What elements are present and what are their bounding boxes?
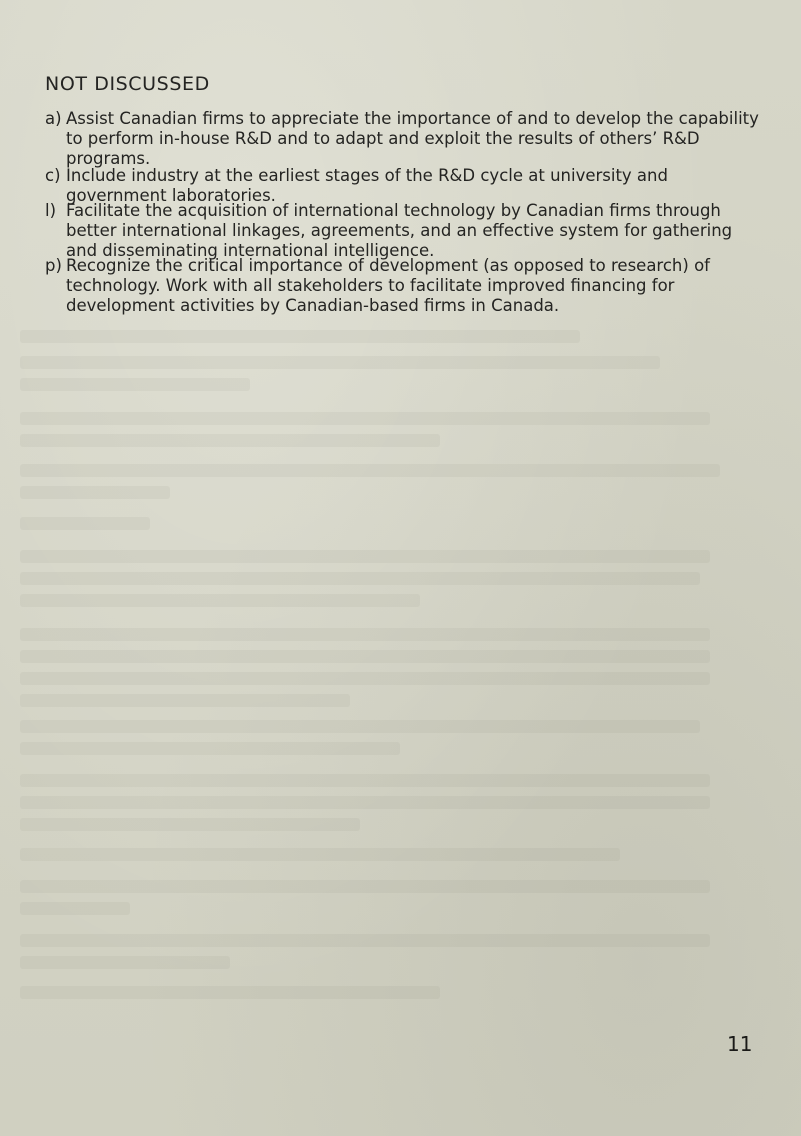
bleed-through-line [20,848,620,861]
bleed-through-line [20,572,700,585]
list-item-marker: a) [45,109,62,128]
list-item-text: Assist Canadian firms to appreciate the importance of and to develop the capability to perform in-house R&D and to adapt and exploit the results of others’ R&D programs. [66,109,759,168]
list-item [45,109,765,169]
bleed-through-line [20,486,170,499]
bleed-through-line [20,412,710,425]
list-item-text: Recognize the critical importance of development (as opposed to research) of technology. Work with all stakeholders to facilitate improved financing for development activities by Canadian-based firms in Canada. [66,256,710,315]
bleed-through-line [20,956,230,969]
bleed-through-line [20,818,360,831]
list-item [45,201,765,261]
list-item-marker: p) [45,256,62,275]
list-item-marker: c) [45,166,61,185]
bleed-through-line [20,464,720,477]
bleed-through-line [20,796,710,809]
bleed-through-line [20,672,710,685]
bleed-through-line [20,594,420,607]
bleed-through-line [20,742,400,755]
bleed-through-line [20,720,700,733]
list-item [45,166,765,206]
bleed-through-line [20,628,710,641]
bleed-through-line [20,650,710,663]
bleed-through-line [20,517,150,530]
bleed-through-line [20,880,710,893]
page-number: 11 [727,1032,753,1056]
bleed-through-line [20,356,660,369]
bleed-through-line [20,330,580,343]
list-item-text: Include industry at the earliest stages of the R&D cycle at university and government laboratories. [66,166,668,205]
bleed-through-line [20,902,130,915]
bleed-through-line [20,934,710,947]
bleed-through-line [20,434,440,447]
list-item [45,256,765,316]
bleed-through-line [20,774,710,787]
list-item-text: Facilitate the acquisition of international technology by Canadian firms through better international linkages, agreements, and an effective system for gathering and disseminating international intelligence. [66,201,733,260]
bleed-through-line [20,986,440,999]
list-item-marker: l) [45,201,57,220]
bleed-through-line [20,694,350,707]
bleed-through-line [20,550,710,563]
bleed-through-line [20,378,250,391]
section-heading: NOT DISCUSSED [45,73,210,95]
